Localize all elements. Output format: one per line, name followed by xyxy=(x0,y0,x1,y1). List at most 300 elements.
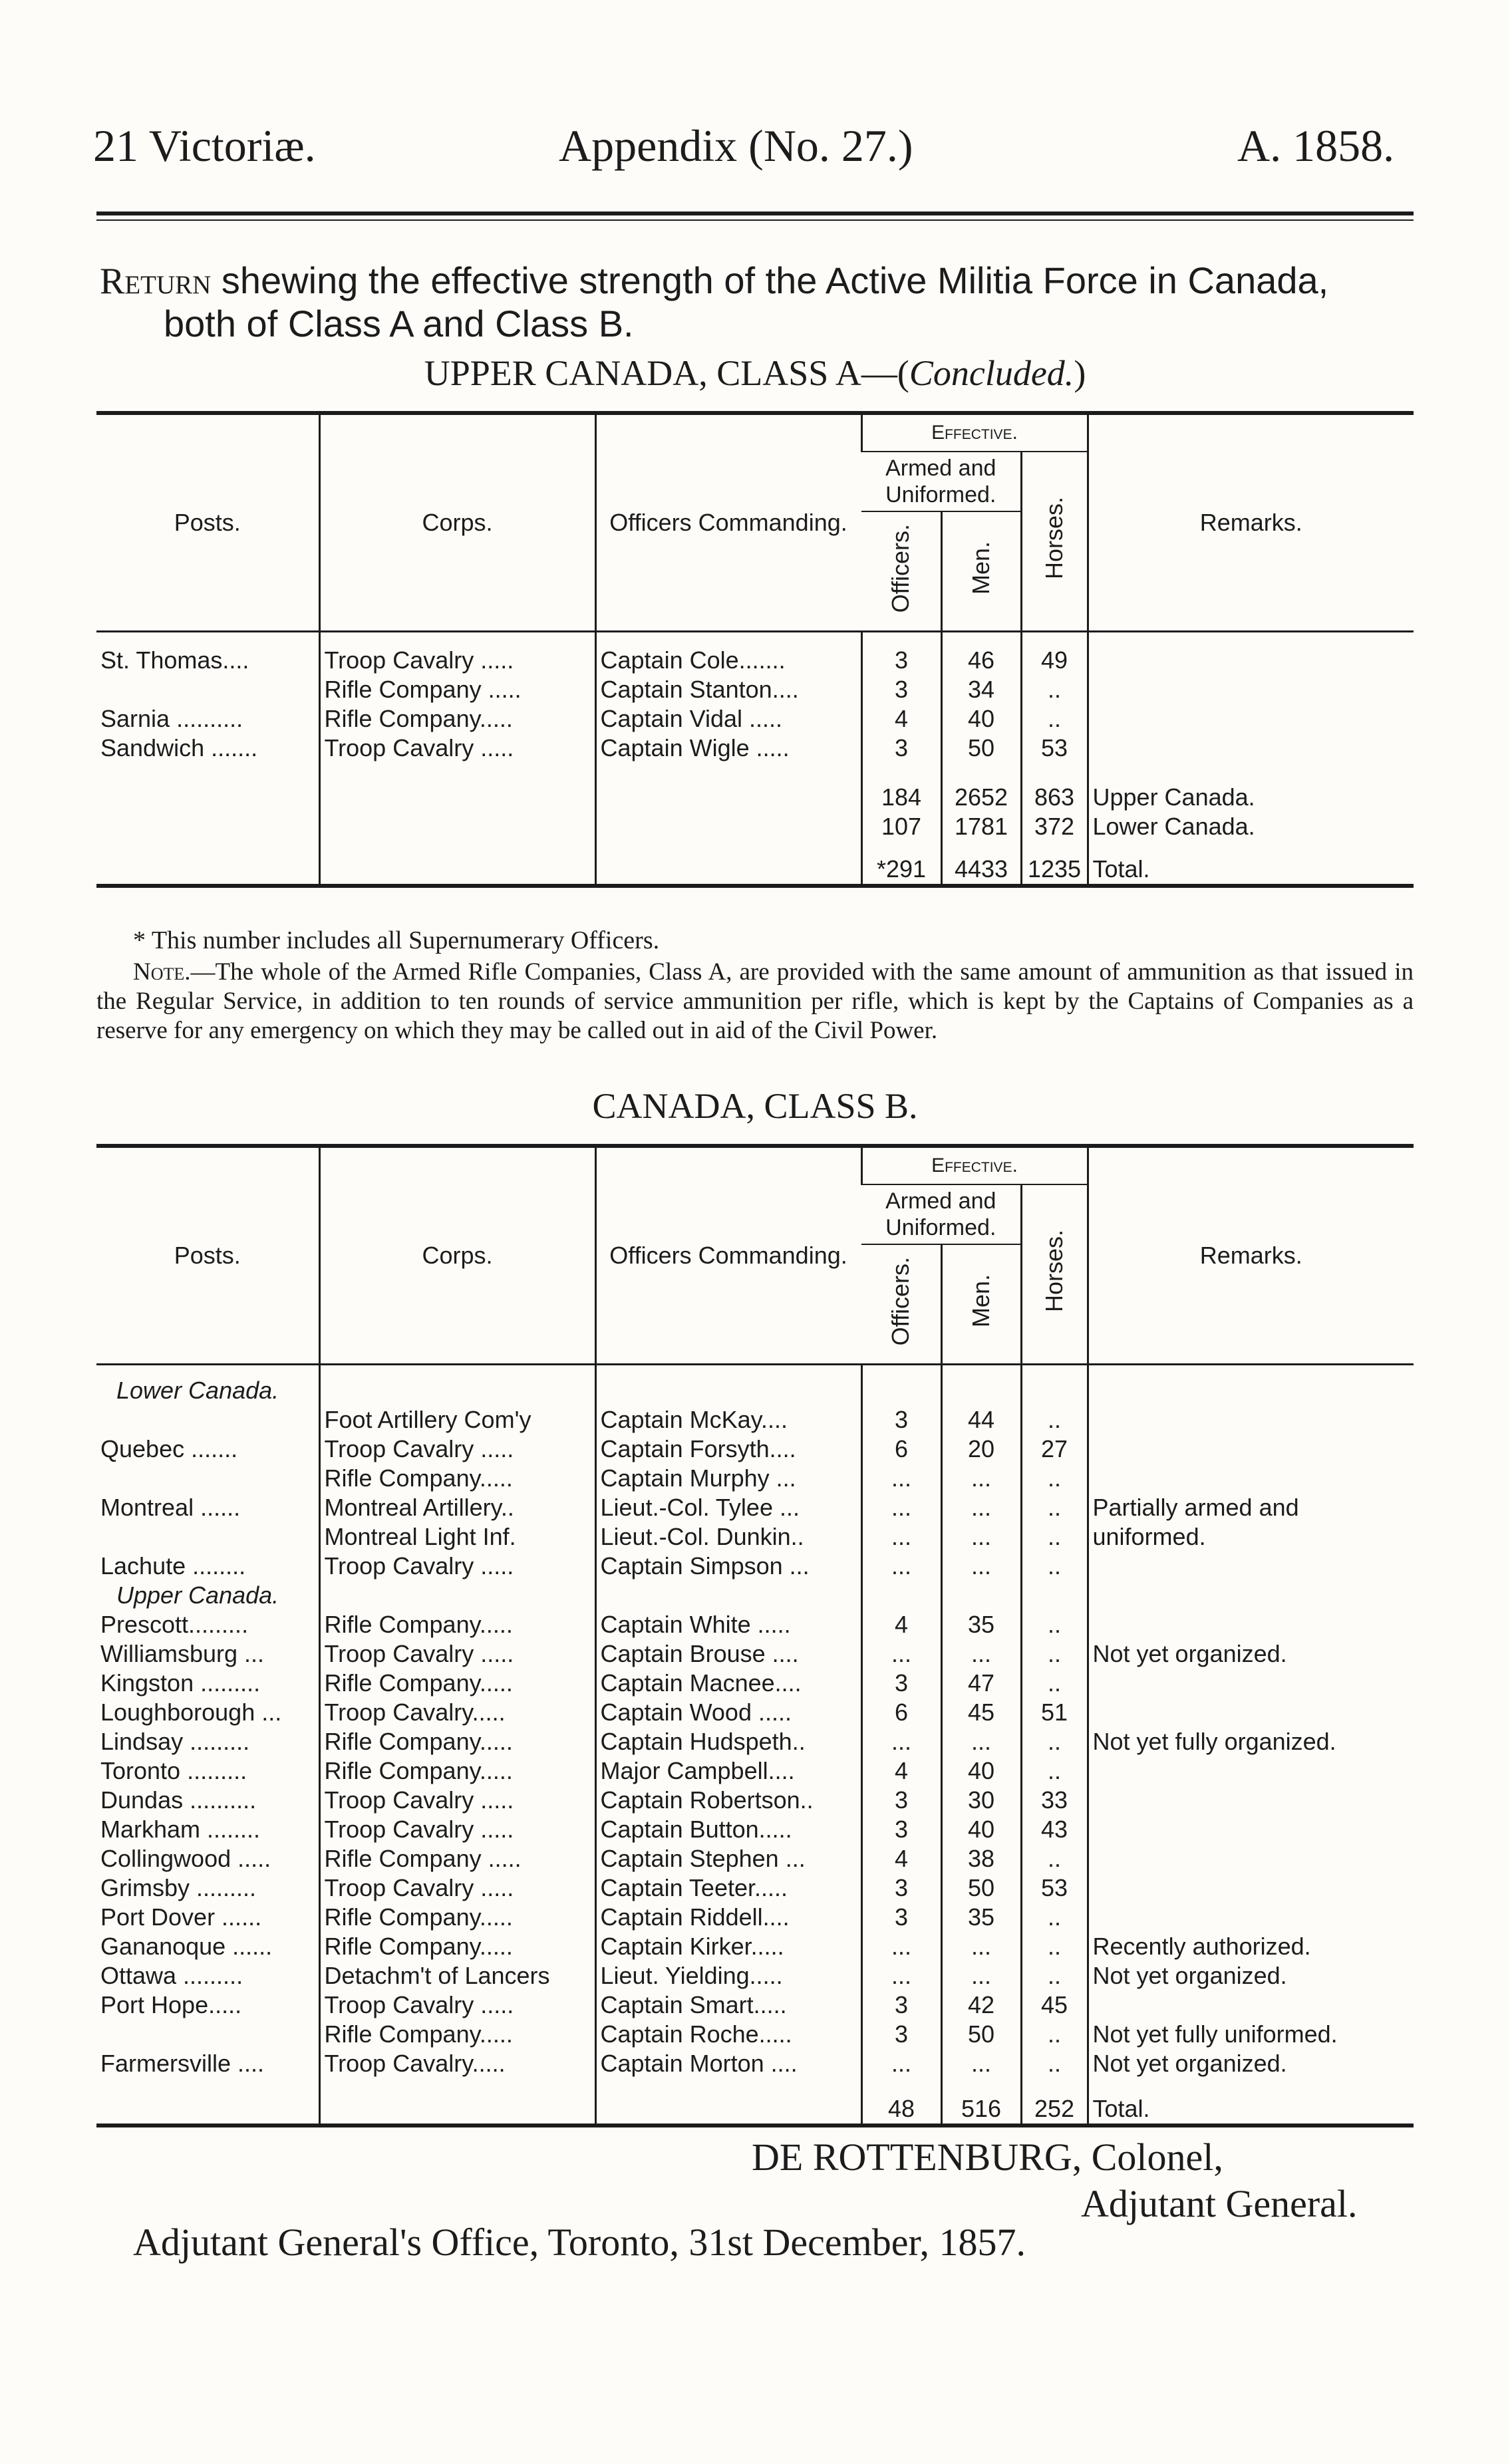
empty-cell xyxy=(319,1581,595,1610)
empty-cell xyxy=(861,1581,941,1610)
remarks-cell: uniformed. xyxy=(1088,1522,1414,1552)
empty-cell xyxy=(96,855,319,886)
officer-cell: Captain Robertson.. xyxy=(595,1786,861,1815)
total-horses-cell: 372 xyxy=(1021,812,1088,841)
empty-cell xyxy=(595,1581,861,1610)
header-rule-thin xyxy=(96,219,1414,221)
remarks-cell xyxy=(1088,1698,1414,1727)
officer-cell: Lieut. Yielding..... xyxy=(595,1961,861,1990)
officers-count-cell: ... xyxy=(861,1932,941,1961)
men-count-cell: 42 xyxy=(941,1990,1021,2020)
corps-cell: Troop Cavalry ..... xyxy=(319,1639,595,1669)
corps-cell: Rifle Company ..... xyxy=(319,1844,595,1873)
table-row xyxy=(96,704,1414,734)
col-armed-uniformed-b: Armed and Uniformed. xyxy=(861,1184,1021,1244)
table-row xyxy=(96,1552,1414,1581)
post-cell: St. Thomas.... xyxy=(100,646,249,674)
horses-count-cell: .. xyxy=(1021,1669,1088,1698)
spacer-cell xyxy=(1088,1364,1414,1376)
corps-cell: Troop Cavalry ..... xyxy=(319,1552,595,1581)
total-row xyxy=(96,812,1414,841)
remarks-cell xyxy=(1088,1610,1414,1639)
officers-count-cell: ... xyxy=(861,1493,941,1522)
corps-cell: Troop Cavalry ..... xyxy=(319,734,595,763)
spacer-cell xyxy=(1088,763,1414,783)
table-row xyxy=(96,646,1414,675)
group-label: Lower Canada. xyxy=(116,1376,279,1404)
title-lead: Return xyxy=(100,261,212,302)
officer-cell: Major Campbell.... xyxy=(595,1756,861,1786)
post-cell: Williamsburg ... xyxy=(100,1639,265,1667)
empty-cell xyxy=(595,783,861,812)
officers-count-cell: ... xyxy=(861,1961,941,1990)
officers-count-cell: 3 xyxy=(861,1786,941,1815)
men-count-cell: ... xyxy=(941,1639,1021,1669)
col-remarks: Remarks. xyxy=(1088,413,1414,631)
spacer-cell xyxy=(941,631,1021,646)
spacer-cell xyxy=(941,1364,1021,1376)
table-row xyxy=(96,675,1414,704)
remarks-cell xyxy=(1088,1405,1414,1435)
empty-cell xyxy=(319,1376,595,1405)
col-officers: Officers. xyxy=(887,523,915,613)
men-count-cell: ... xyxy=(941,1961,1021,1990)
remarks-cell xyxy=(1088,1990,1414,2020)
men-count-cell: 38 xyxy=(941,1844,1021,1873)
col-men: Men. xyxy=(941,511,1021,631)
officers-count-cell: 4 xyxy=(861,1844,941,1873)
officer-cell: Captain Stephen ... xyxy=(595,1844,861,1873)
corps-cell: Rifle Company ..... xyxy=(319,675,595,704)
corps-cell: Foot Artillery Com'y xyxy=(319,1405,595,1435)
col-men-b: Men. xyxy=(941,1244,1021,1364)
remarks-cell xyxy=(1088,1815,1414,1844)
title-text-1: shewing the effective strength of the Active Militia Force in Canada, xyxy=(211,259,1329,301)
spacer-cell xyxy=(96,763,319,783)
spacer-cell xyxy=(595,631,861,646)
remarks-cell: Not yet fully organized. xyxy=(1088,1727,1414,1756)
horses-count-cell: .. xyxy=(1021,1932,1088,1961)
table-row xyxy=(96,1610,1414,1639)
corps-cell: Montreal Light Inf. xyxy=(319,1522,595,1552)
session-label: 21 Victoriæ. xyxy=(93,120,316,171)
table-b-body xyxy=(96,1364,1414,2125)
total-officers-cell: 184 xyxy=(861,783,941,812)
spacer-cell xyxy=(319,763,595,783)
horses-count-cell: .. xyxy=(1021,1756,1088,1786)
spacer-cell xyxy=(595,763,861,783)
spacer-cell xyxy=(941,2078,1021,2094)
total-remarks-cell: Total. xyxy=(1088,2094,1414,2125)
ammunition-note: Note.—The whole of the Armed Rifle Companies, Class A, are provided with the same amount of ammunition as that issued in the Regular Service, in addition to ten rounds of service ammunition per rifle, which is kept by the Captains of Companies as a reserve for any emergency on which they may be called out in aid of the Civil Power. xyxy=(96,958,1414,1044)
officer-cell: Captain Wigle ..... xyxy=(595,734,861,763)
table-row xyxy=(96,1405,1414,1435)
men-count-cell: 50 xyxy=(941,2020,1021,2049)
spacer-cell xyxy=(96,631,319,646)
group-label: Upper Canada. xyxy=(116,1581,279,1609)
horses-count-cell: 27 xyxy=(1021,1435,1088,1464)
total-remarks-cell: Lower Canada. xyxy=(1088,812,1414,841)
horses-count-cell: .. xyxy=(1021,2049,1088,2078)
col-officers-commanding-b: Officers Commanding. xyxy=(595,1146,861,1364)
corps-cell: Troop Cavalry..... xyxy=(319,2049,595,2078)
empty-cell xyxy=(1088,1581,1414,1610)
table-a-body xyxy=(96,631,1414,886)
col-officers-commanding: Officers Commanding. xyxy=(595,413,861,631)
spacer-cell xyxy=(861,1364,941,1376)
horses-count-cell: 33 xyxy=(1021,1786,1088,1815)
spacer-cell xyxy=(595,2078,861,2094)
horses-count-cell: 49 xyxy=(1021,646,1088,675)
horses-count-cell: .. xyxy=(1021,1727,1088,1756)
table-row xyxy=(96,1961,1414,1990)
officer-cell: Captain Teeter..... xyxy=(595,1873,861,1903)
post-cell xyxy=(96,675,319,704)
post-cell: Collingwood ..... xyxy=(100,1844,271,1872)
horses-count-cell: .. xyxy=(1021,675,1088,704)
table-row xyxy=(96,1932,1414,1961)
horses-count-cell: .. xyxy=(1021,1903,1088,1932)
horses-count-cell: 53 xyxy=(1021,734,1088,763)
officer-cell: Captain Macnee.... xyxy=(595,1669,861,1698)
table-row xyxy=(96,1815,1414,1844)
spacer-cell xyxy=(861,841,941,855)
spacer-cell xyxy=(1021,841,1088,855)
empty-cell xyxy=(941,1581,1021,1610)
table-class-a xyxy=(96,411,1414,888)
table-row xyxy=(96,1786,1414,1815)
total-officers-cell: 48 xyxy=(861,2094,941,2125)
officer-cell: Captain Kirker..... xyxy=(595,1932,861,1961)
empty-cell xyxy=(96,812,319,841)
post-cell: Port Hope..... xyxy=(100,1990,242,2018)
table-row xyxy=(96,1493,1414,1522)
spacer-row xyxy=(96,631,1414,646)
spacer-cell xyxy=(1021,1364,1088,1376)
horses-count-cell: .. xyxy=(1021,2020,1088,2049)
corps-cell: Rifle Company..... xyxy=(319,2020,595,2049)
remarks-cell xyxy=(1088,1464,1414,1493)
corps-cell: Troop Cavalry ..... xyxy=(319,1990,595,2020)
post-cell: Toronto ......... xyxy=(100,1756,247,1784)
officers-count-cell: 6 xyxy=(861,1698,941,1727)
officers-count-cell: 3 xyxy=(861,1873,941,1903)
post-cell xyxy=(96,2020,319,2049)
table-row xyxy=(96,734,1414,763)
corps-cell: Montreal Artillery.. xyxy=(319,1493,595,1522)
corps-cell: Troop Cavalry ..... xyxy=(319,1873,595,1903)
spacer-cell xyxy=(1021,763,1088,783)
officers-count-cell: 3 xyxy=(861,1815,941,1844)
horses-count-cell: .. xyxy=(1021,1610,1088,1639)
horses-count-cell: .. xyxy=(1021,1639,1088,1669)
officers-count-cell: 4 xyxy=(861,1610,941,1639)
corps-cell: Rifle Company..... xyxy=(319,1756,595,1786)
col-horses: Horses. xyxy=(1021,452,1088,631)
remarks-cell xyxy=(1088,1873,1414,1903)
officer-cell: Captain Roche..... xyxy=(595,2020,861,2049)
empty-cell xyxy=(96,2094,319,2125)
spacer-cell xyxy=(861,763,941,783)
horses-count-cell: .. xyxy=(1021,1961,1088,1990)
remarks-cell: Recently authorized. xyxy=(1088,1932,1414,1961)
empty-cell xyxy=(319,783,595,812)
corps-cell: Troop Cavalry ..... xyxy=(319,1815,595,1844)
officer-cell: Lieut.-Col. Dunkin.. xyxy=(595,1522,861,1552)
men-count-cell: 20 xyxy=(941,1435,1021,1464)
men-count-cell: ... xyxy=(941,1552,1021,1581)
officers-count-cell: 3 xyxy=(861,646,941,675)
spacer-cell xyxy=(595,841,861,855)
men-count-cell: ... xyxy=(941,1727,1021,1756)
men-count-cell: 50 xyxy=(941,1873,1021,1903)
corps-cell: Rifle Company..... xyxy=(319,1903,595,1932)
remarks-cell xyxy=(1088,675,1414,704)
col-effective: Effective. xyxy=(861,413,1088,452)
empty-cell xyxy=(96,783,319,812)
men-count-cell: 35 xyxy=(941,1610,1021,1639)
spacer-cell xyxy=(96,1364,319,1376)
empty-cell xyxy=(1021,1581,1088,1610)
table-row xyxy=(96,1522,1414,1552)
men-count-cell: 46 xyxy=(941,646,1021,675)
signature-place-date: Adjutant General's Office, Toronto, 31st December, 1857. xyxy=(133,2221,1026,2264)
men-count-cell: 40 xyxy=(941,1756,1021,1786)
officer-cell: Captain Vidal ..... xyxy=(595,704,861,734)
horses-count-cell: .. xyxy=(1021,1405,1088,1435)
corps-cell: Rifle Company..... xyxy=(319,1669,595,1698)
corps-cell: Troop Cavalry ..... xyxy=(319,1435,595,1464)
officer-cell: Captain Forsyth.... xyxy=(595,1435,861,1464)
section-a-title: UPPER CANADA, CLASS A—(Concluded.) xyxy=(424,353,1086,393)
horses-count-cell: .. xyxy=(1021,704,1088,734)
table-row xyxy=(96,1903,1414,1932)
men-count-cell: 47 xyxy=(941,1669,1021,1698)
post-cell: Ottawa ......... xyxy=(100,1961,243,1989)
spacer-cell xyxy=(941,841,1021,855)
post-cell: Markham ........ xyxy=(100,1815,261,1843)
table-row xyxy=(96,1464,1414,1493)
officers-count-cell: 3 xyxy=(861,734,941,763)
col-armed-uniformed: Armed and Uniformed. xyxy=(861,452,1021,511)
post-cell: Gananoque ...... xyxy=(100,1932,273,1960)
post-cell: Montreal ...... xyxy=(100,1493,241,1521)
post-cell: Loughborough ... xyxy=(100,1698,282,1726)
post-cell: Kingston ......... xyxy=(100,1669,261,1697)
horses-count-cell: 43 xyxy=(1021,1815,1088,1844)
men-count-cell: 45 xyxy=(941,1698,1021,1727)
footnote: * This number includes all Supernumerary Officers. xyxy=(133,926,660,954)
signature-name: DE ROTTENBURG, Colonel, xyxy=(752,2135,1223,2179)
officers-count-cell: 3 xyxy=(861,1405,941,1435)
spacer-cell xyxy=(595,1364,861,1376)
table-row xyxy=(96,1435,1414,1464)
corps-cell: Troop Cavalry..... xyxy=(319,1698,595,1727)
remarks-cell xyxy=(1088,1786,1414,1815)
table-row xyxy=(96,1698,1414,1727)
officers-count-cell: 4 xyxy=(861,1756,941,1786)
men-count-cell: 50 xyxy=(941,734,1021,763)
group-label-row xyxy=(96,1581,1414,1610)
post-cell xyxy=(96,1522,319,1552)
spacer-cell xyxy=(1088,2078,1414,2094)
spacer-cell xyxy=(861,2078,941,2094)
post-cell: Grimsby ......... xyxy=(100,1873,257,1901)
post-cell: Sarnia .......... xyxy=(100,704,243,732)
spacer-cell xyxy=(319,1364,595,1376)
officers-count-cell: 3 xyxy=(861,675,941,704)
corps-cell: Detachm't of Lancers xyxy=(319,1961,595,1990)
officers-count-cell: 3 xyxy=(861,1669,941,1698)
corps-cell: Rifle Company..... xyxy=(319,1727,595,1756)
officer-cell: Captain Button..... xyxy=(595,1815,861,1844)
table-row xyxy=(96,2049,1414,2078)
post-cell: Farmersville .... xyxy=(100,2049,265,2077)
horses-count-cell: .. xyxy=(1021,1464,1088,1493)
officer-cell: Captain Riddell.... xyxy=(595,1903,861,1932)
horses-count-cell: .. xyxy=(1021,1844,1088,1873)
col-posts-b: Posts. xyxy=(174,1241,241,1269)
total-men-cell: 516 xyxy=(941,2094,1021,2125)
men-count-cell: ... xyxy=(941,1522,1021,1552)
officer-cell: Captain Brouse .... xyxy=(595,1639,861,1669)
officer-cell: Captain Cole....... xyxy=(595,646,861,675)
officer-cell: Captain Morton .... xyxy=(595,2049,861,2078)
remarks-cell: Not yet organized. xyxy=(1088,1639,1414,1669)
remarks-cell xyxy=(1088,734,1414,763)
table-row xyxy=(96,1990,1414,2020)
col-remarks-b: Remarks. xyxy=(1088,1146,1414,1364)
total-officers-cell: 107 xyxy=(861,812,941,841)
spacer-cell xyxy=(861,631,941,646)
men-count-cell: ... xyxy=(941,2049,1021,2078)
col-posts: Posts. xyxy=(174,508,241,536)
col-effective-b: Effective. xyxy=(861,1146,1088,1184)
table-row xyxy=(96,1873,1414,1903)
group-label-row xyxy=(96,1376,1414,1405)
total-officers-cell: *291 xyxy=(861,855,941,886)
officers-count-cell: ... xyxy=(861,2049,941,2078)
horses-count-cell: .. xyxy=(1021,1552,1088,1581)
col-officers-b: Officers. xyxy=(887,1256,915,1345)
officer-cell: Captain McKay.... xyxy=(595,1405,861,1435)
remarks-cell: Not yet organized. xyxy=(1088,2049,1414,2078)
spacer-cell xyxy=(96,2078,319,2094)
officers-count-cell: ... xyxy=(861,1464,941,1493)
officer-cell: Captain White ..... xyxy=(595,1610,861,1639)
officers-count-cell: ... xyxy=(861,1552,941,1581)
empty-cell xyxy=(595,812,861,841)
officer-cell: Captain Hudspeth.. xyxy=(595,1727,861,1756)
table-row xyxy=(96,1727,1414,1756)
table-row xyxy=(96,1756,1414,1786)
spacer-row xyxy=(96,2078,1414,2094)
total-remarks-cell: Upper Canada. xyxy=(1088,783,1414,812)
officers-count-cell: 6 xyxy=(861,1435,941,1464)
post-cell: Quebec ....... xyxy=(100,1435,238,1462)
total-row xyxy=(96,2094,1414,2125)
men-count-cell: 35 xyxy=(941,1903,1021,1932)
men-count-cell: 34 xyxy=(941,675,1021,704)
remarks-cell xyxy=(1088,646,1414,675)
officer-cell: Lieut.-Col. Tylee ... xyxy=(595,1493,861,1522)
post-cell: Lachute ........ xyxy=(100,1552,246,1579)
col-corps-b: Corps. xyxy=(319,1146,595,1364)
officer-cell: Captain Smart..... xyxy=(595,1990,861,2020)
remarks-cell xyxy=(1088,1903,1414,1932)
empty-cell xyxy=(319,2094,595,2125)
horses-count-cell: 45 xyxy=(1021,1990,1088,2020)
spacer-cell xyxy=(1088,631,1414,646)
officer-cell: Captain Stanton.... xyxy=(595,675,861,704)
total-men-cell: 4433 xyxy=(941,855,1021,886)
empty-cell xyxy=(319,855,595,886)
remarks-cell xyxy=(1088,1756,1414,1786)
spacer-cell xyxy=(1088,841,1414,855)
spacer-cell xyxy=(1021,2078,1088,2094)
section-b-title: CANADA, CLASS B. xyxy=(592,1086,918,1126)
col-corps: Corps. xyxy=(319,413,595,631)
post-cell: Prescott......... xyxy=(100,1610,249,1638)
post-cell: Sandwich ....... xyxy=(100,734,258,761)
title-text-2: both of Class A and Class B. xyxy=(164,303,634,344)
total-row xyxy=(96,783,1414,812)
officer-cell: Captain Simpson ... xyxy=(595,1552,861,1581)
year-label: A. 1858. xyxy=(1237,120,1395,171)
appendix-label: Appendix (No. 27.) xyxy=(559,120,913,171)
empty-cell xyxy=(595,855,861,886)
spacer-row xyxy=(96,1364,1414,1376)
men-count-cell: 30 xyxy=(941,1786,1021,1815)
remarks-cell xyxy=(1088,1435,1414,1464)
total-remarks-cell: Total. xyxy=(1088,855,1414,886)
post-cell: Lindsay ......... xyxy=(100,1727,250,1755)
total-horses-cell: 1235 xyxy=(1021,855,1088,886)
officers-count-cell: 3 xyxy=(861,1903,941,1932)
remarks-cell xyxy=(1088,704,1414,734)
horses-count-cell: 53 xyxy=(1021,1873,1088,1903)
officers-count-cell: 3 xyxy=(861,2020,941,2049)
empty-cell xyxy=(1088,1376,1414,1405)
horses-count-cell: .. xyxy=(1021,1493,1088,1522)
total-horses-cell: 863 xyxy=(1021,783,1088,812)
col-horses-b: Horses. xyxy=(1021,1184,1088,1364)
post-cell xyxy=(96,1464,319,1493)
remarks-cell xyxy=(1088,1552,1414,1581)
total-horses-cell: 252 xyxy=(1021,2094,1088,2125)
post-cell: Dundas .......... xyxy=(100,1786,257,1814)
remarks-cell xyxy=(1088,1669,1414,1698)
total-men-cell: 2652 xyxy=(941,783,1021,812)
table-class-b xyxy=(96,1144,1414,2127)
remarks-cell: Not yet fully uniformed. xyxy=(1088,2020,1414,2049)
return-title xyxy=(100,259,1424,345)
men-count-cell: ... xyxy=(941,1932,1021,1961)
officers-count-cell: ... xyxy=(861,1639,941,1669)
signature-title: Adjutant General. xyxy=(1081,2182,1358,2225)
spacer-cell xyxy=(319,2078,595,2094)
total-men-cell: 1781 xyxy=(941,812,1021,841)
remarks-cell xyxy=(1088,1844,1414,1873)
post-cell xyxy=(96,1405,319,1435)
remarks-cell: Not yet organized. xyxy=(1088,1961,1414,1990)
corps-cell: Rifle Company..... xyxy=(319,1932,595,1961)
table-row xyxy=(96,1669,1414,1698)
men-count-cell: ... xyxy=(941,1464,1021,1493)
spacer-cell xyxy=(319,841,595,855)
table-row xyxy=(96,1844,1414,1873)
spacer-row xyxy=(96,841,1414,855)
